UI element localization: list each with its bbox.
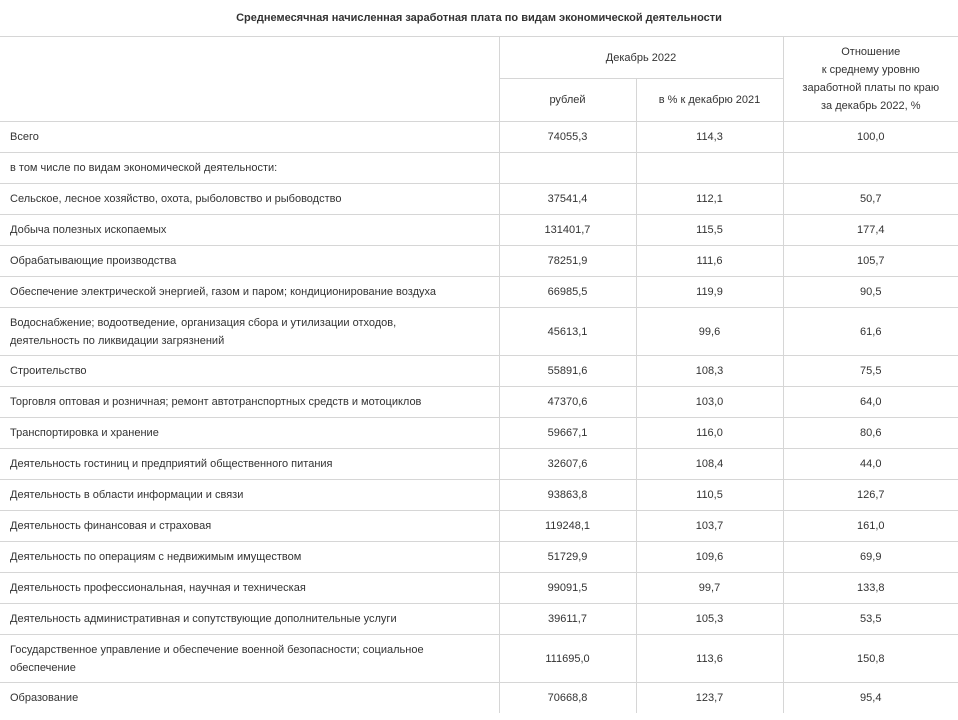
cell-ratio: 80,6 [783, 418, 958, 449]
cell-rub: 70668,8 [499, 683, 636, 714]
cell-ratio: 69,9 [783, 542, 958, 573]
row-label: Деятельность гостиниц и предприятий общественного питания [0, 449, 499, 480]
cell-ratio: 133,8 [783, 573, 958, 604]
header-period: Декабрь 2022 [499, 37, 783, 79]
row-label-line: обеспечение [10, 661, 76, 674]
cell-rub: 131401,7 [499, 215, 636, 246]
cell-pct: 119,9 [636, 277, 783, 308]
cell-pct: 123,7 [636, 683, 783, 714]
cell-pct: 111,6 [636, 246, 783, 277]
table-row [0, 449, 958, 480]
cell-pct: 114,3 [636, 122, 783, 153]
cell-ratio: 44,0 [783, 449, 958, 480]
table-row [0, 635, 958, 683]
header-rub: рублей [499, 79, 636, 122]
row-label-line: Государственное управление и обеспечение военной безопасности; социальное [10, 643, 424, 656]
table-row [0, 277, 958, 308]
row-label: Добыча полезных ископаемых [0, 215, 499, 246]
table-row [0, 153, 958, 184]
cell-ratio: 161,0 [783, 511, 958, 542]
header-pct: в % к декабрю 2021 [636, 79, 783, 122]
cell-ratio: 50,7 [783, 184, 958, 215]
header-ratio-line: к среднему уровню [821, 64, 920, 76]
page-title: Среднемесячная начисленная заработная плата по видам экономической деятельности [236, 12, 722, 24]
cell-pct: 105,3 [636, 604, 783, 635]
cell-ratio: 177,4 [783, 215, 958, 246]
cell-pct: 112,1 [636, 184, 783, 215]
cell-rub: 55891,6 [499, 356, 636, 387]
cell-pct: 103,7 [636, 511, 783, 542]
cell-rub [499, 153, 636, 184]
table-row [0, 184, 958, 215]
table-body [0, 122, 958, 714]
cell-ratio: 126,7 [783, 480, 958, 511]
row-label: Строительство [0, 356, 499, 387]
cell-rub: 99091,5 [499, 573, 636, 604]
cell-rub: 66985,5 [499, 277, 636, 308]
row-label: в том числе по видам экономической деятельности: [0, 153, 499, 184]
row-label: Деятельность административная и сопутствующие дополнительные услуги [0, 604, 499, 635]
cell-pct: 116,0 [636, 418, 783, 449]
table-row [0, 387, 958, 418]
header-ratio-line: заработной платы по краю [802, 82, 940, 94]
cell-pct: 109,6 [636, 542, 783, 573]
row-label: Деятельность финансовая и страховая [0, 511, 499, 542]
header-ratio-line: Отношение [841, 46, 901, 58]
table-row [0, 511, 958, 542]
row-label: Торговля оптовая и розничная; ремонт автотранспортных средств и мотоциклов [0, 387, 499, 418]
cell-ratio: 105,7 [783, 246, 958, 277]
cell-rub: 111695,0 [499, 635, 636, 683]
table-row [0, 122, 958, 153]
cell-pct: 108,4 [636, 449, 783, 480]
table-row [0, 356, 958, 387]
cell-ratio: 95,4 [783, 683, 958, 714]
table-row [0, 573, 958, 604]
cell-ratio: 64,0 [783, 387, 958, 418]
table-row [0, 480, 958, 511]
row-label: Транспортировка и хранение [0, 418, 499, 449]
cell-rub: 32607,6 [499, 449, 636, 480]
cell-ratio [783, 153, 958, 184]
table-row [0, 308, 958, 356]
row-label: Всего [0, 122, 499, 153]
row-label: Обрабатывающие производства [0, 246, 499, 277]
cell-rub: 45613,1 [499, 308, 636, 356]
cell-pct: 110,5 [636, 480, 783, 511]
header-ratio [783, 37, 958, 122]
row-label: Сельское, лесное хозяйство, охота, рыболовство и рыбоводство [0, 184, 499, 215]
table-row [0, 418, 958, 449]
row-label: Обеспечение электрической энергией, газом и паром; кондиционирование воздуха [0, 277, 499, 308]
table-row [0, 215, 958, 246]
cell-rub: 93863,8 [499, 480, 636, 511]
cell-ratio: 75,5 [783, 356, 958, 387]
cell-ratio: 53,5 [783, 604, 958, 635]
cell-pct: 113,6 [636, 635, 783, 683]
cell-rub: 39611,7 [499, 604, 636, 635]
cell-ratio: 100,0 [783, 122, 958, 153]
header-empty-cell [0, 37, 499, 122]
row-label-line: деятельность по ликвидации загрязнений [10, 334, 225, 347]
cell-rub: 47370,6 [499, 387, 636, 418]
table-row [0, 542, 958, 573]
cell-ratio: 61,6 [783, 308, 958, 356]
cell-pct: 115,5 [636, 215, 783, 246]
cell-rub: 37541,4 [499, 184, 636, 215]
cell-pct: 99,7 [636, 573, 783, 604]
cell-pct: 103,0 [636, 387, 783, 418]
cell-pct: 99,6 [636, 308, 783, 356]
cell-ratio: 90,5 [783, 277, 958, 308]
table-row [0, 683, 958, 714]
cell-pct [636, 153, 783, 184]
row-label: Деятельность профессиональная, научная и техническая [0, 573, 499, 604]
cell-rub: 78251,9 [499, 246, 636, 277]
cell-rub: 119248,1 [499, 511, 636, 542]
header-ratio-line: за декабрь 2022, % [821, 100, 921, 112]
row-label-line: Водоснабжение; водоотведение, организация сбора и утилизации отходов, [10, 316, 397, 329]
table-row [0, 604, 958, 635]
row-label: Образование [0, 683, 499, 714]
row-label: Деятельность в области информации и связи [0, 480, 499, 511]
cell-rub: 59667,1 [499, 418, 636, 449]
row-label [0, 635, 499, 683]
row-label: Деятельность по операциям с недвижимым имуществом [0, 542, 499, 573]
table-row [0, 246, 958, 277]
cell-ratio: 150,8 [783, 635, 958, 683]
cell-pct: 108,3 [636, 356, 783, 387]
cell-rub: 74055,3 [499, 122, 636, 153]
row-label [0, 308, 499, 356]
salary-table [0, 36, 958, 713]
cell-rub: 51729,9 [499, 542, 636, 573]
